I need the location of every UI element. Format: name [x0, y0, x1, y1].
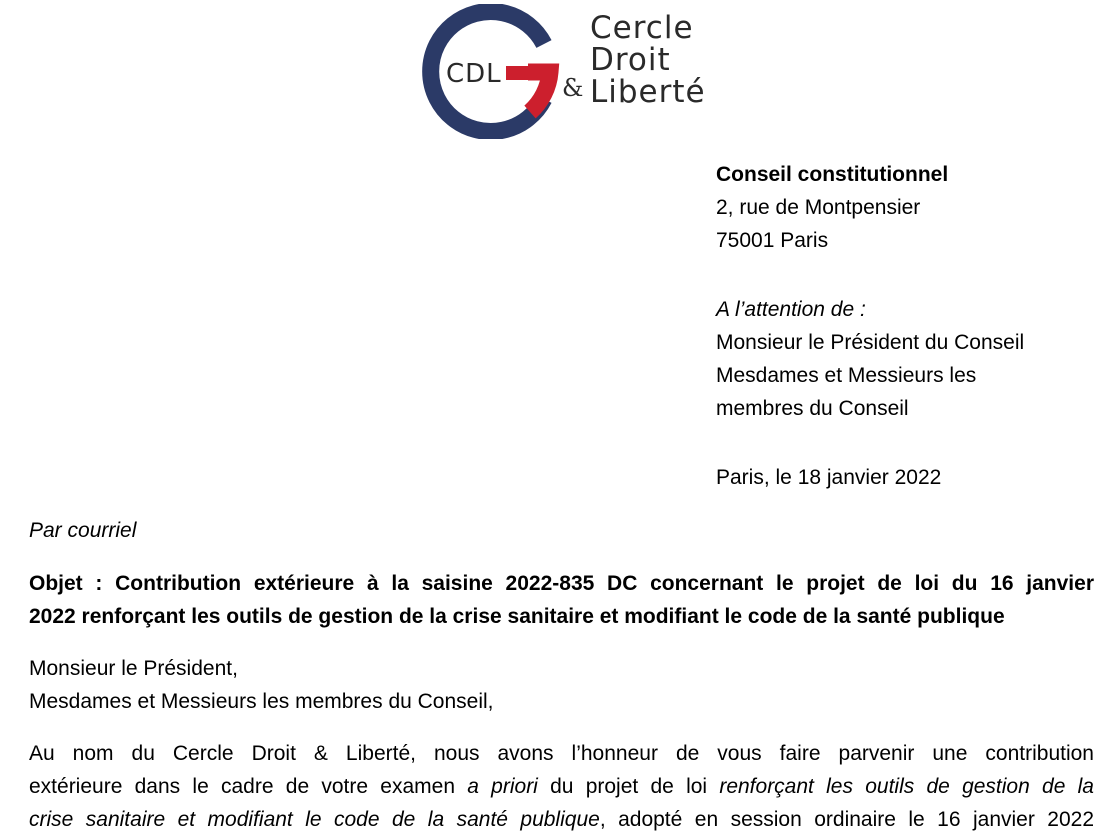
cdl-ring-icon: [410, 4, 560, 139]
body-line-1: Au nom du Cercle Droit & Liberté, nous avons l’honneur de vous faire parvenir une contribution: [29, 742, 1094, 765]
body-line-2d: renforçant les outils de gestion de la: [719, 775, 1094, 798]
object-line: [29, 567, 1094, 633]
body-line-2c: du projet de loi: [537, 775, 720, 798]
attention-line-3: membres du Conseil: [716, 397, 909, 420]
body-line-2a: extérieure dans le cadre de votre examen: [29, 775, 468, 798]
body-line-3b: , adopté en session ordinaire le 16 janvier 2022: [599, 808, 1094, 831]
salutation-line-2: Mesdames et Messieurs les membres du Conseil,: [29, 690, 494, 713]
recipient-city: 75001 Paris: [716, 229, 829, 252]
body-paragraph: [29, 737, 1094, 836]
attention-label: A l’attention de :: [716, 298, 866, 321]
logo-line-droit: Droit: [590, 42, 671, 78]
attention-line-1: Monsieur le Président du Conseil: [716, 331, 1025, 354]
salutation: [29, 652, 494, 718]
body-line-2: [29, 770, 1094, 803]
object-line-2: 2022 renforçant les outils de gestion de la crise sanitaire et modifiant le code de la santé publique: [29, 605, 1005, 628]
letter-date: Paris, le 18 janvier 2022: [716, 466, 942, 489]
body-line-2b: a priori: [467, 775, 538, 798]
logo-line-liberte: Liberté: [590, 74, 706, 110]
logo-line-cercle: Cercle: [590, 10, 694, 46]
body-line-3: [29, 803, 1094, 836]
svg-text:CDL: CDL: [446, 59, 502, 89]
object-line-1: Objet : Contribution extérieure à la saisine 2022-835 DC concernant le projet de loi du 16 janvier: [29, 572, 1094, 595]
cdl-logo: [410, 4, 740, 139]
attention-block: [716, 293, 1024, 425]
by-mail-note: Par courriel: [29, 519, 137, 542]
recipient-address: [716, 158, 948, 257]
recipient-name: Conseil constitutionnel: [716, 163, 949, 186]
recipient-street: 2, rue de Montpensier: [716, 196, 921, 219]
logo-ampersand: &: [562, 74, 584, 102]
body-line-3a: crise sanitaire et modifiant le code de la santé publique: [29, 808, 600, 831]
salutation-line-1: Monsieur le Président,: [29, 657, 238, 680]
attention-line-2: Mesdames et Messieurs les: [716, 364, 977, 387]
logo-wordmark: [590, 12, 706, 108]
